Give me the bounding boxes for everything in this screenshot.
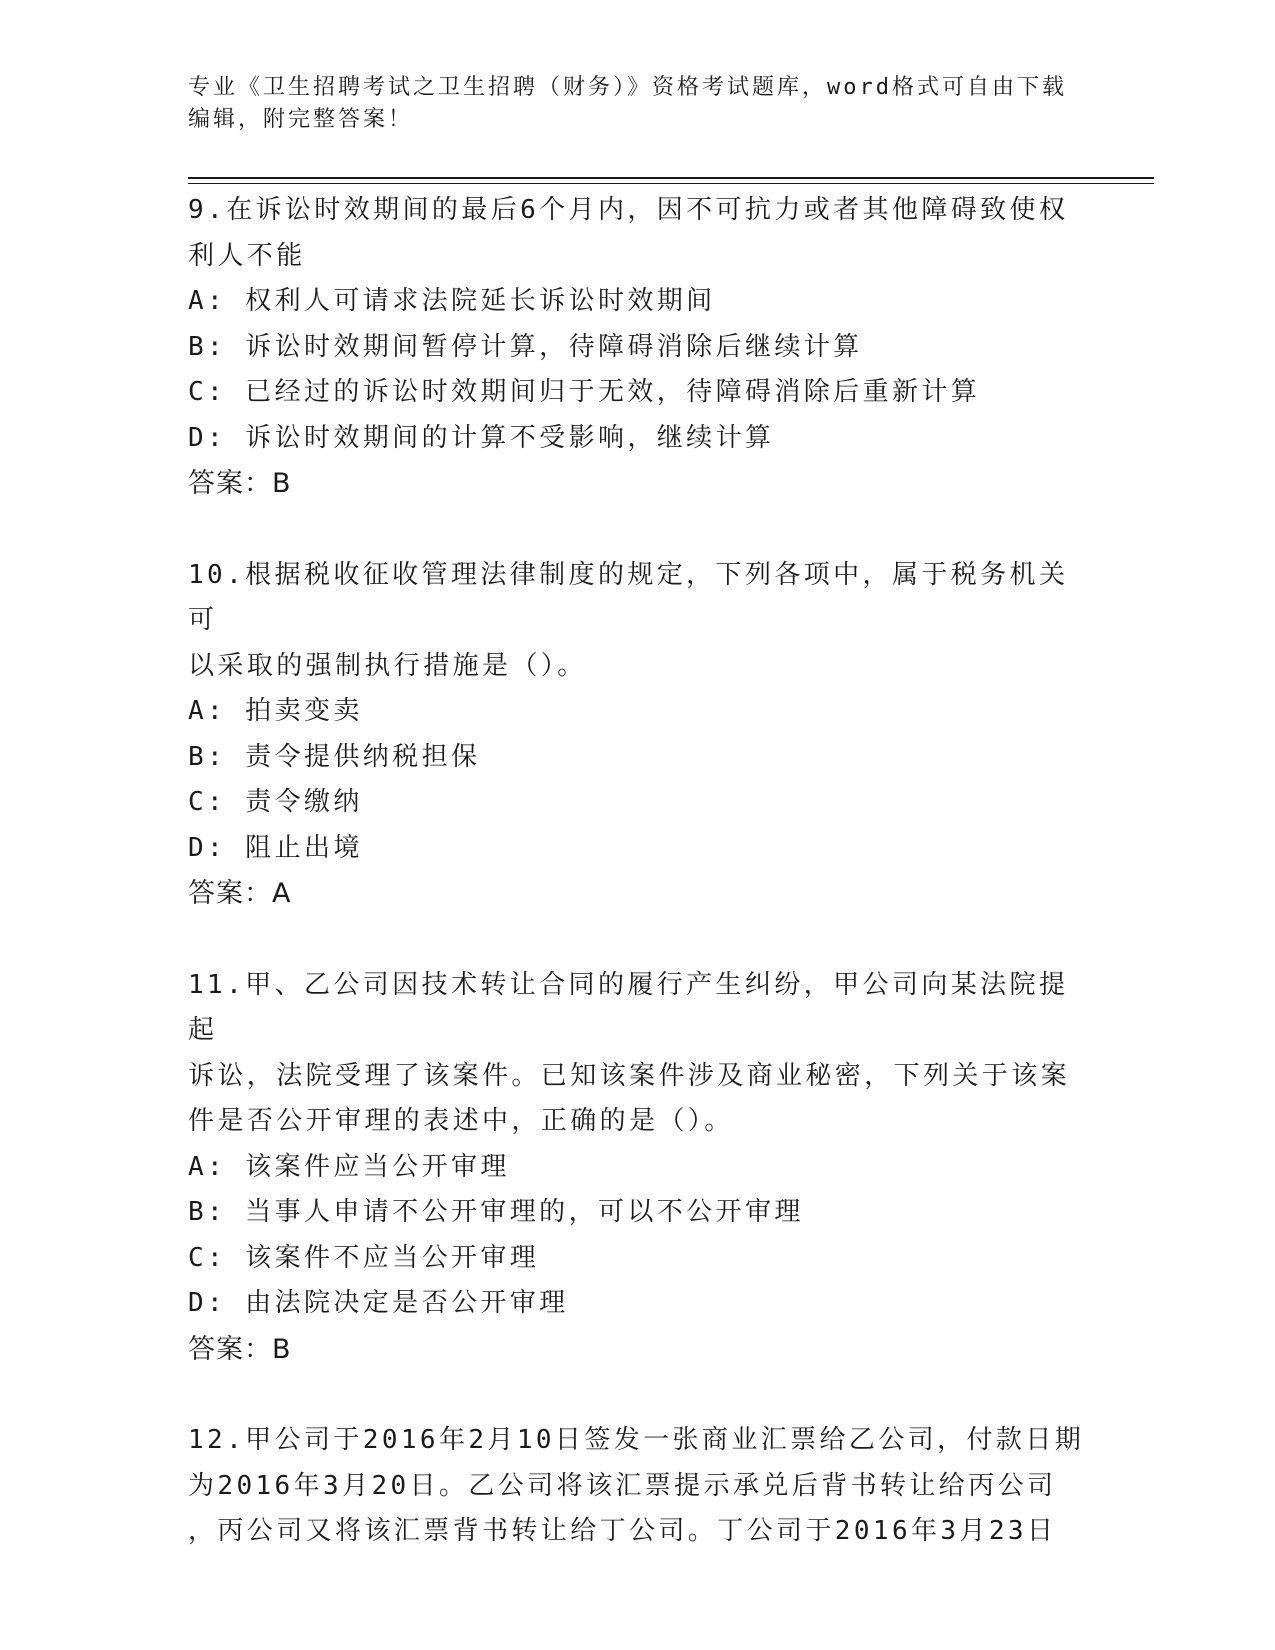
option-text: 诉讼时效期间暂停计算，待障碍消除后继续计算 [245,331,863,362]
option-text: 已经过的诉讼时效期间归于无效，待障碍消除后重新计算 [245,377,981,407]
option-d [188,1281,1088,1327]
option-text: 当事人申请不公开审理的，可以不公开审理 [245,1197,804,1227]
question-item [188,553,1088,917]
option-d [188,826,1088,872]
option-text: 责令提供纳税担保 [245,741,481,772]
option-text: 该案件不应当公开审理 [245,1242,540,1273]
question-stem-line: 以采取的强制执行措施是（）。 [188,650,587,681]
document-header [188,72,1088,136]
option-key: D: [188,422,227,453]
option-b [188,325,1088,371]
option-a [188,279,1088,325]
option-key: B: [188,1197,227,1227]
question-stem-line: ，丙公司又将该汇票背书转让给丁公司。丁公司于2016年3月23日 [188,1516,1057,1546]
header-divider-thick [188,177,1154,179]
answer-line: 答案：B [188,468,292,499]
option-a [188,1145,1088,1191]
option-key: D: [188,1288,227,1318]
question-stem-line: 10.根据税收征收管理法律制度的规定，下列各项中，属于税务机关可 [188,559,1069,635]
option-key: B: [188,741,227,772]
question-item [188,963,1088,1373]
option-key: A: [188,696,227,726]
option-key: A: [188,286,227,316]
option-text: 由法院决定是否公开审理 [245,1288,569,1318]
option-key: B: [188,331,227,362]
answer-line: 答案：B [188,1333,292,1365]
option-key: C: [188,1242,227,1273]
question-stem-line: 11.甲、乙公司因技术转让合同的履行产生纠纷，甲公司向某法院提起 [188,969,1069,1045]
option-key: C: [188,787,227,817]
question-item [188,188,1088,507]
option-d [188,416,1088,462]
option-c [188,1236,1088,1282]
option-b [188,735,1088,781]
question-stem-line: 利人不能 [188,240,306,271]
option-key: A: [188,1151,227,1182]
option-text: 权利人可请求法院延长诉讼时效期间 [245,286,716,316]
option-b [188,1190,1088,1236]
header-divider-thin [188,183,1154,184]
header-line-1: 专业《卫生招聘考试之卫生招聘（财务）》资格考试题库，word格式可自由下载 [188,75,1067,100]
option-c [188,780,1088,826]
option-text: 责令缴纳 [245,787,363,817]
question-stem-line: 9.在诉讼时效期间的最后6个月内，因不可抗力或者其他障碍致使权 [188,195,1069,225]
header-line-2: 编辑，附完整答案！ [188,107,414,132]
question-stem-line: 件是否公开审理的表述中，正确的是（）。 [188,1106,734,1136]
answer-line: 答案：A [188,878,292,909]
question-item [188,1418,1088,1555]
question-stem-line: 12.甲公司于2016年2月10日签发一张商业汇票给乙公司，付款日期 [188,1425,1085,1455]
option-c [188,370,1088,416]
question-stem-line: 为2016年3月20日。乙公司将该汇票提示承兑后背书转让给丙公司 [188,1470,1057,1501]
option-key: D: [188,832,227,863]
option-text: 该案件应当公开审理 [245,1151,510,1182]
option-text: 阻止出境 [245,832,363,863]
question-stem-line: 诉讼，法院受理了该案件。已知该案件涉及商业秘密，下列关于该案 [188,1060,1071,1091]
option-text: 诉讼时效期间的计算不受影响，继续计算 [245,422,775,453]
option-a [188,689,1088,735]
option-text: 拍卖变卖 [245,696,363,726]
option-key: C: [188,377,227,407]
question-list [188,188,1088,1601]
